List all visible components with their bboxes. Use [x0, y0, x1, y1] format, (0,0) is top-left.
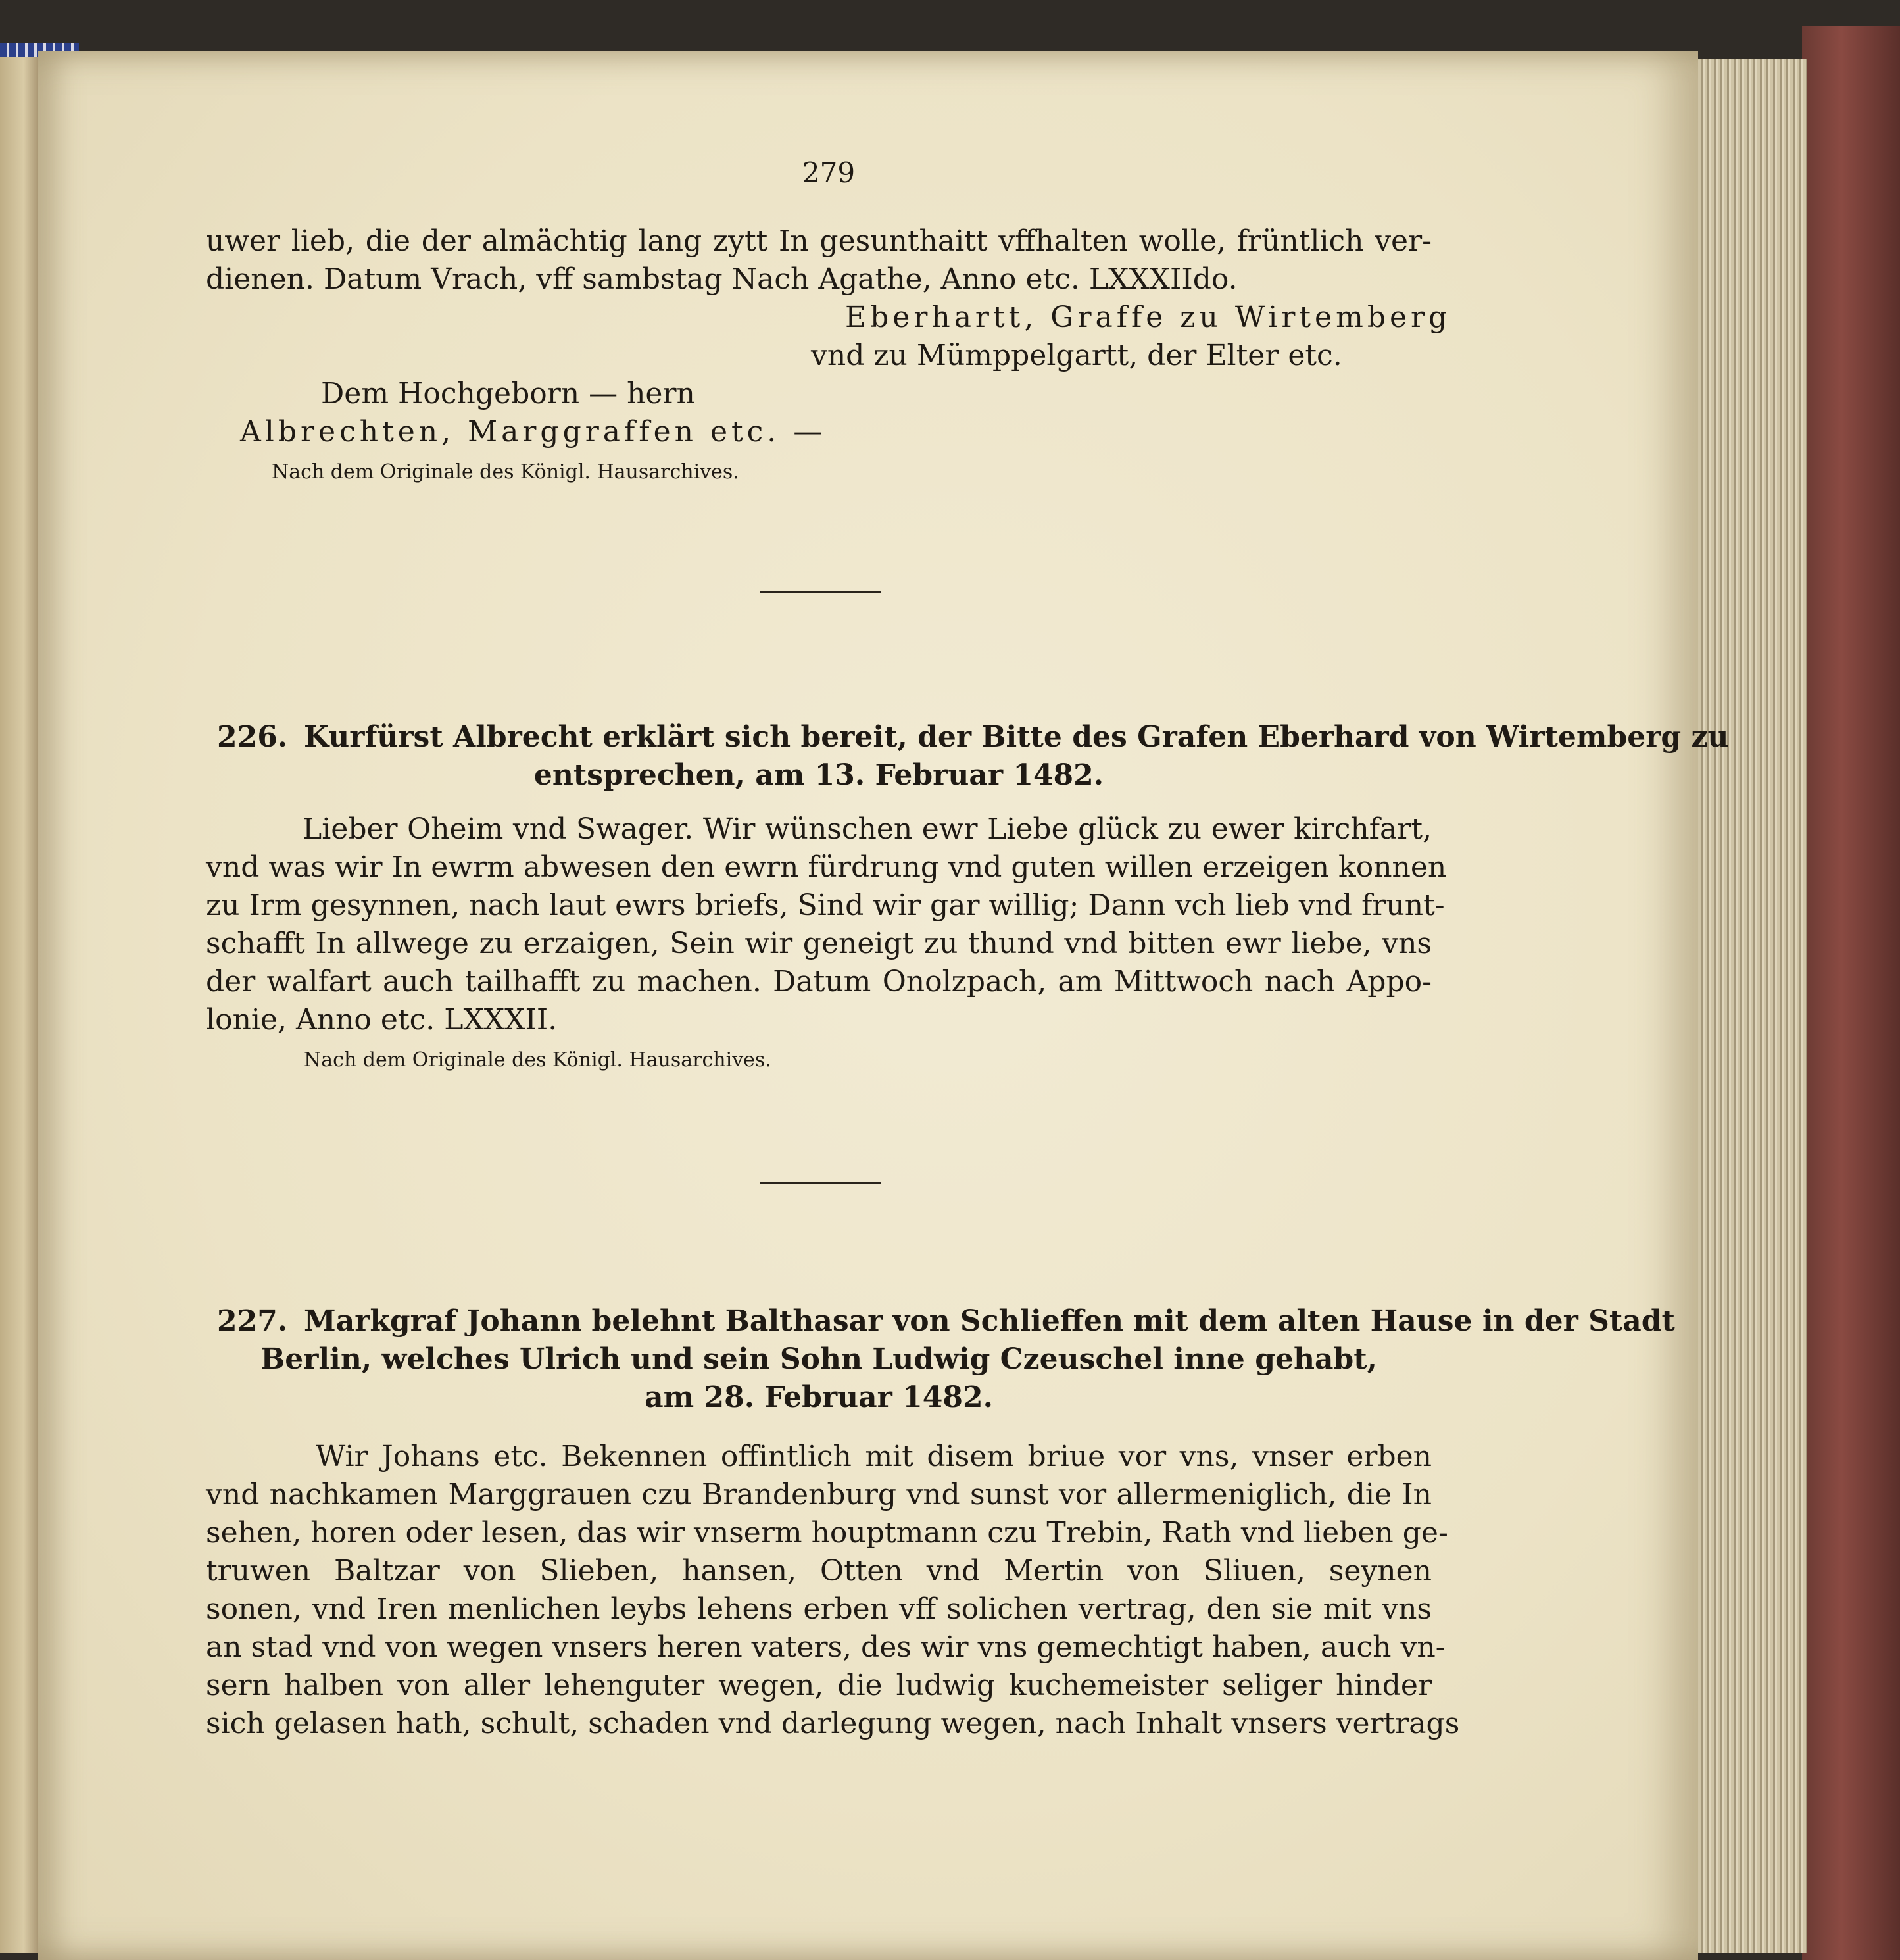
source-note: Nach dem Originale des Königl. Hausarchives. [272, 460, 739, 483]
page-number: 279 [802, 157, 856, 189]
document-heading: am 28. Februar 1482. [645, 1381, 993, 1414]
text-line: sonen, vnd Iren menlichen leybs lehens erben vff solichen vertrag, den sie mit vns [206, 1592, 1432, 1626]
text-line: Wir Johans etc. Bekennen offintlich mit disem briue vor vns, vnser erben [316, 1440, 1432, 1473]
text-line: der walfart auch tailhafft zu machen. Datum Onolzpach, am Mittwoch nach Appo- [206, 965, 1432, 998]
text-line: Lieber Oheim vnd Swager. Wir wünschen ewr Liebe glück zu ewer kirchfart, [303, 812, 1432, 846]
document-number: 227. [217, 1304, 288, 1338]
text-line: dienen. Datum Vrach, vff sambstag Nach Agathe, Anno etc. LXXXIIdo. [206, 262, 1238, 296]
section-divider [760, 591, 881, 593]
document-number: 226. [217, 720, 288, 754]
text-line: zu Irm gesynnen, nach laut ewrs briefs, Sind wir gar willig; Dann vch lieb vnd frunt- [206, 889, 1445, 922]
text-line: vnd nachkamen Marggrauen czu Brandenburg vnd sunst vor allermeniglich, die In [206, 1478, 1432, 1511]
text-line: truwen Baltzar von Slieben, hansen, Otten vnd Mertin von Sliuen, seynen [206, 1554, 1432, 1588]
text-line: vnd was wir In ewrm abwesen den ewrn fürdrung vnd guten willen erzeigen konnen [206, 850, 1447, 884]
section-divider [760, 1182, 881, 1184]
text-line: sich gelasen hath, schult, schaden vnd darlegung wegen, nach Inhalt vnsers vertrags [206, 1707, 1460, 1740]
text-line: lonie, Anno etc. LXXXII. [206, 1003, 558, 1037]
document-heading: entsprechen, am 13. Februar 1482. [533, 758, 1104, 792]
text-line: an stad vnd von wegen vnsers heren vaters, des wir vns gemechtigt haben, auch vn- [206, 1630, 1446, 1664]
address-line: Albrechten, Marggraffen etc. — [240, 415, 827, 449]
text-line: schafft In allwege zu erzaigen, Sein wir geneigt zu thund vnd bitten ewr liebe, vns [206, 927, 1432, 960]
address-line: Dem Hochgeborn — hern [321, 377, 695, 410]
text-line: sehen, horen oder lesen, das wir vnserm houptmann czu Trebin, Rath vnd lieben ge- [206, 1516, 1448, 1550]
document-heading: Berlin, welches Ulrich und sein Sohn Ludwig Czeuschel inne gehabt, [260, 1342, 1377, 1376]
document-heading: Kurfürst Albrecht erklärt sich bereit, der Bitte des Grafen Eberhard von Wirtemberg zu [304, 720, 1729, 754]
source-note: Nach dem Originale des Königl. Hausarchives. [304, 1048, 771, 1071]
signature-line: vnd zu Mümppelgartt, der Elter etc. [811, 339, 1342, 372]
document-heading: Markgraf Johann belehnt Balthasar von Schlieffen mit dem alten Hause in der Stadt [304, 1304, 1675, 1338]
signature-line: Eberhartt, Graffe zu Wirtemberg [845, 301, 1451, 334]
text-line: sern halben von aller lehenguter wegen, die ludwig kuchemeister seliger hinder [206, 1669, 1432, 1702]
text-line: uwer lieb, die der almächtig lang zytt In gesunthaitt vffhalten wolle, früntlich ver- [206, 224, 1432, 258]
